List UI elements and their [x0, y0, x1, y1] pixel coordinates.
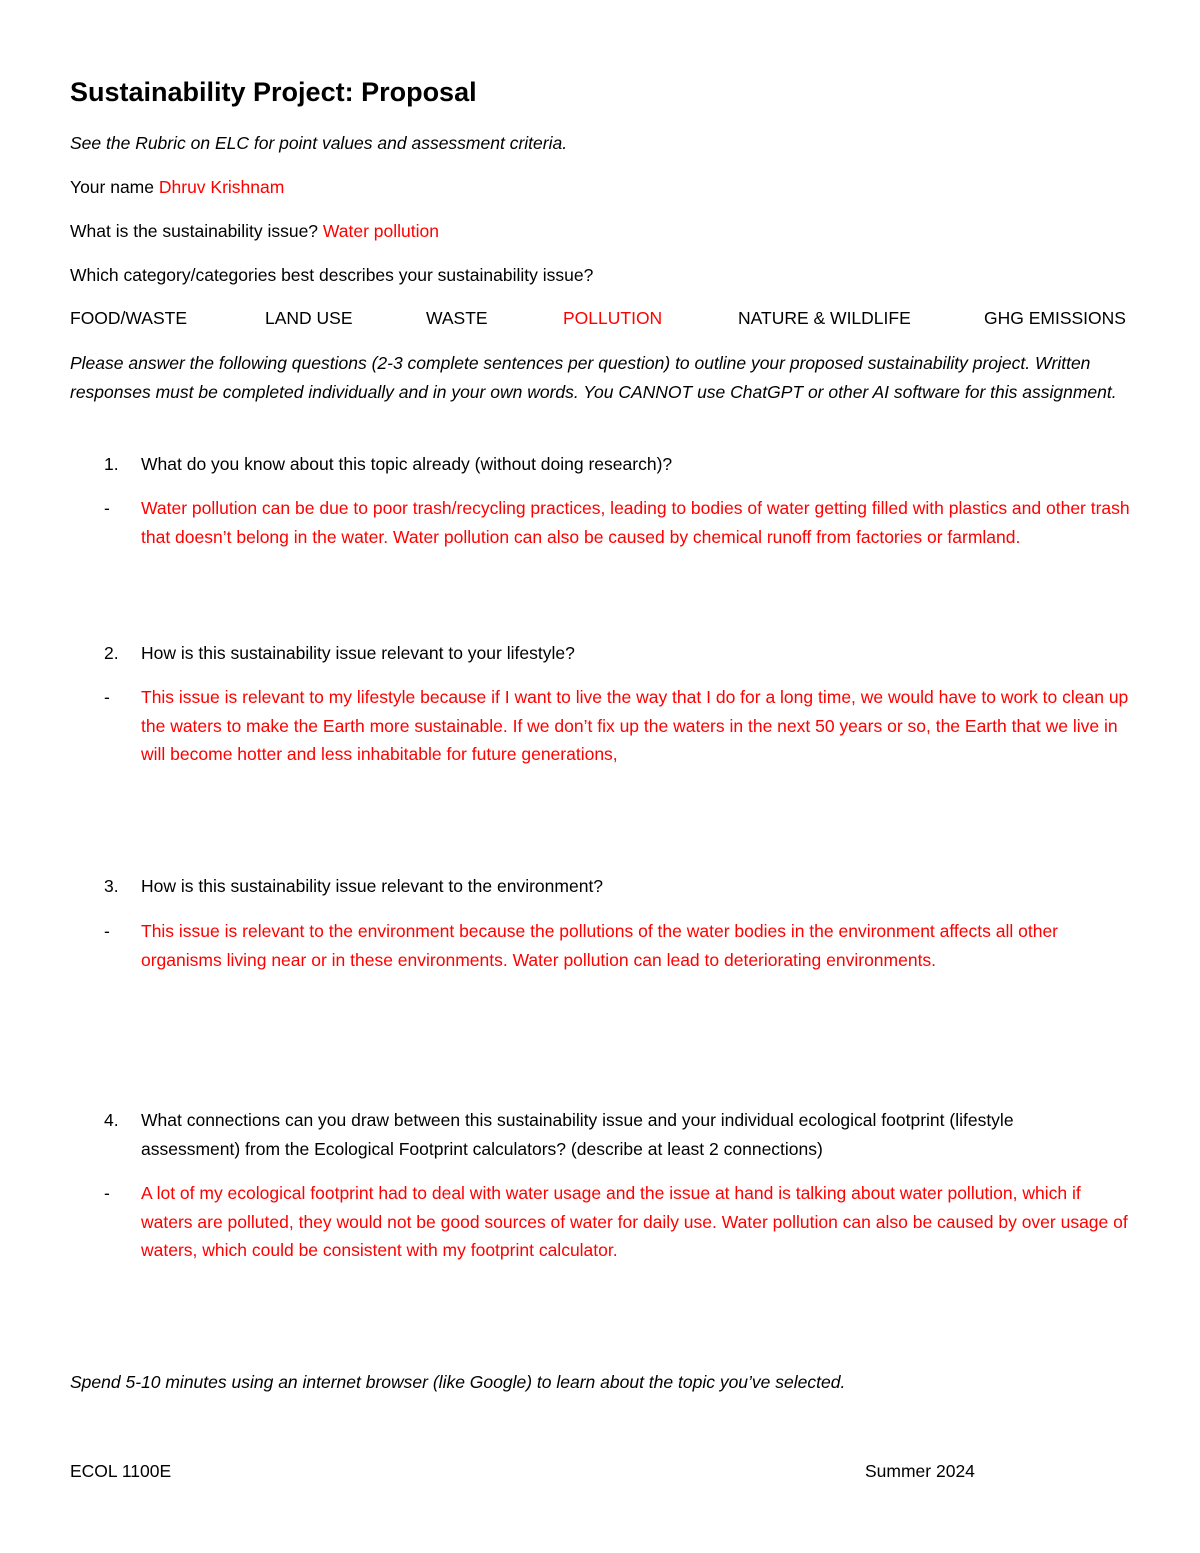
question-text: What do you know about this topic already (without doing research)? [141, 454, 673, 474]
answer-bullet: - [104, 1183, 110, 1203]
name-value: Dhruv Krishnam [158, 177, 285, 197]
answer-text: This issue is relevant to my lifestyle because if I want to live the way that I do for a long time, we would have to work to clean up the waters to make the Earth more sustainable. If we don’t fix up the waters in the next 50 years or so, the Earth that we live in will become hotter and less inhabitable for future generations, [141, 687, 1129, 764]
question-text: How is this sustainability issue relevant to your lifestyle? [141, 643, 575, 663]
answer-text: Water pollution can be due to poor trash/recycling practices, leading to bodies of water getting filled with plastics and other trash that doesn’t belong in the water. Water pollution can also be caused by chemical runoff from factories or farmland. [141, 498, 1130, 547]
question-text: How is this sustainability issue relevant to the environment? [141, 876, 604, 896]
category-ghg-emissions: GHG EMISSIONS [984, 308, 1126, 328]
question-number: 2. [104, 643, 119, 663]
issue-line [70, 217, 439, 245]
question-number: 4. [104, 1110, 119, 1130]
category-waste: WASTE [426, 308, 488, 328]
question-number: 3. [104, 876, 119, 896]
answer-bullet: - [104, 687, 110, 707]
page-title: Sustainability Project: Proposal [70, 77, 477, 107]
category-pollution-selected: POLLUTION [563, 308, 663, 328]
instructions: Please answer the following questions (2-3 complete sentences per question) to outline your proposed sustainability project. Written responses must be completed individually and in your own words. You CANNOT use ChatGPT or other AI software for this assignment. [70, 353, 1117, 402]
name-label: Your name [70, 177, 154, 197]
category-nature-wildlife: NATURE & WILDLIFE [738, 308, 911, 328]
question-number: 1. [104, 454, 119, 474]
issue-label: What is the sustainability issue? [70, 221, 319, 241]
footer-course: ECOL 1100E [70, 1461, 172, 1481]
category-land-use: LAND USE [265, 308, 353, 328]
question-text: What connections can you draw between this sustainability issue and your individual ecological footprint (lifestyle assessment) from the Ecological Footprint calculators? (describe at least 2 connections) [141, 1110, 1014, 1159]
name-line [70, 173, 284, 201]
answer-bullet: - [104, 498, 110, 518]
rubric-note: See the Rubric on ELC for point values and assessment criteria. [70, 133, 568, 153]
answer-text: This issue is relevant to the environment because the pollutions of the water bodies in the environment affects all other organisms living near or in these environments. Water pollution can lead to deteriorating environments. [141, 921, 1059, 970]
answer-text: A lot of my ecological footprint had to deal with water usage and the issue at hand is talking about water pollution, which if waters are polluted, they would not be good sources of water for daily use. Water pollution can also be caused by over usage of waters, which could be consistent with my footprint calculator. [141, 1183, 1128, 1260]
issue-value: Water pollution [322, 221, 439, 241]
closing-note: Spend 5-10 minutes using an internet browser (like Google) to learn about the topic you’ve selected. [70, 1372, 846, 1392]
category-prompt: Which category/categories best describes your sustainability issue? [70, 265, 594, 285]
category-food-waste: FOOD/WASTE [70, 308, 187, 328]
footer-term: Summer 2024 [865, 1461, 975, 1481]
answer-bullet: - [104, 921, 110, 941]
